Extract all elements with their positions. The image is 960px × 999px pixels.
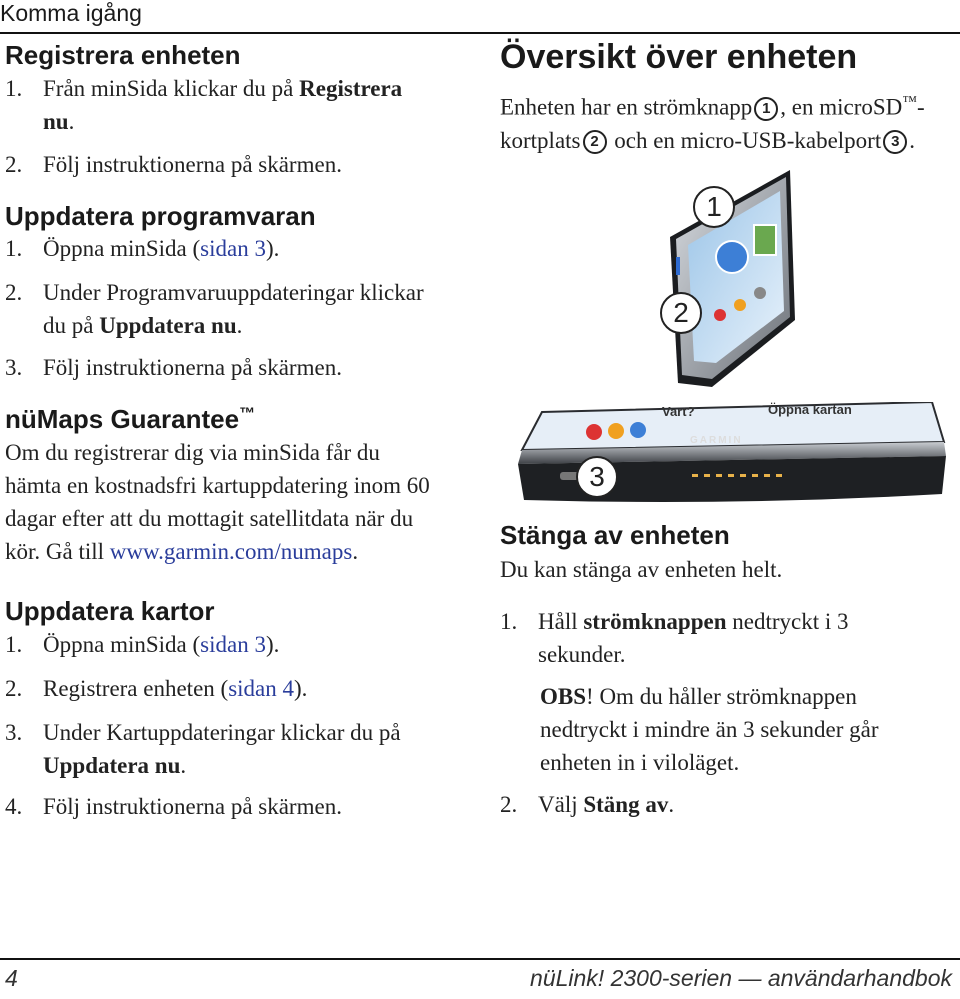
app-icon-small-1 (714, 309, 726, 321)
device-callout-3: 3 (576, 456, 618, 498)
callout-number-2: 2 (583, 130, 607, 154)
callout-number-3: 3 (883, 130, 907, 154)
screen-button-oppna-kartan: Öppna kartan (768, 402, 852, 417)
software-step-1: 1. Öppna minSida (sidan 3). (5, 236, 280, 261)
overview-paragraph: Enheten har en strömknapp 1 , en microSD™- kortplats 2 och en micro-USB-kabelport 3 . (500, 94, 925, 153)
footer-title: nüLink! 2300-serien — användarhandbok (530, 965, 952, 991)
footer-rule (0, 958, 960, 960)
header-rule (0, 32, 960, 34)
shutdown-intro: Du kan stänga av enheten helt. (500, 557, 783, 582)
maps-step-3: 3. Under Kartuppdateringar klickar du på Uppdatera nu. (5, 720, 401, 778)
app-icon-search (716, 241, 748, 273)
link-sidan-4[interactable]: sidan 4 (228, 676, 295, 701)
numaps-paragraph: Om du registrerar dig via minSida får du hämta en kostnadsfri kartuppdatering inom 60 dagar efter att du mottagit satellitdata när du kör. Gå till www.garmin.com/numaps. (5, 440, 430, 564)
heading-shutdown: Stänga av enheten (500, 520, 730, 550)
maps-step-2: 2. Registrera enheten (sidan 4). (5, 676, 308, 701)
shutdown-step-1: 1. Håll strömknappen nedtryckt i 3 sekunder. (500, 609, 849, 667)
register-step-1: 1. Från minSida klickar du på Registrera nu. (5, 76, 403, 134)
shutdown-step-2: 2. Välj Stäng av. (500, 792, 675, 817)
callout-number-1: 1 (754, 97, 778, 121)
device-bottom-illustration (512, 402, 948, 507)
app-icon-small-2 (734, 299, 746, 311)
app-icon-small-3 (754, 287, 766, 299)
running-header: Komma igång (0, 0, 142, 26)
register-step-2: 2. Följ instruktionerna på skärmen. (5, 152, 342, 177)
heading-register: Registrera enheten (5, 40, 241, 70)
device-callout-1: 1 (693, 186, 735, 228)
heading-numaps: nüMaps Guarantee™ (5, 404, 256, 434)
link-garmin-numaps[interactable]: www.garmin.com/numaps (109, 539, 353, 564)
device-callout-2: 2 (660, 292, 702, 334)
maps-step-1: 1. Öppna minSida (sidan 3). (5, 632, 280, 657)
link-sidan-3[interactable]: sidan 3 (200, 632, 266, 657)
heading-maps: Uppdatera kartor (5, 596, 215, 626)
heading-software: Uppdatera programvaran (5, 201, 316, 231)
software-step-2: 2. Under Programvaruuppdateringar klickar du på Uppdatera nu. (5, 280, 424, 338)
power-button (676, 257, 680, 275)
app-icon-map (754, 225, 776, 255)
maps-step-4: 4. Följ instruktionerna på skärmen. (5, 794, 342, 819)
page-number: 4 (5, 965, 18, 991)
screen-button-vart: Vart? (662, 404, 695, 419)
shutdown-note: OBS! Om du håller strömknappen nedtryckt i mindre än 3 sekunder går enheten in i viloläget. (540, 684, 879, 775)
heading-overview: Översikt över enheten (500, 38, 858, 76)
software-step-3: 3. Följ instruktionerna på skärmen. (5, 355, 342, 380)
link-sidan-3[interactable]: sidan 3 (200, 236, 266, 261)
brand-label: GARMIN (690, 435, 743, 446)
